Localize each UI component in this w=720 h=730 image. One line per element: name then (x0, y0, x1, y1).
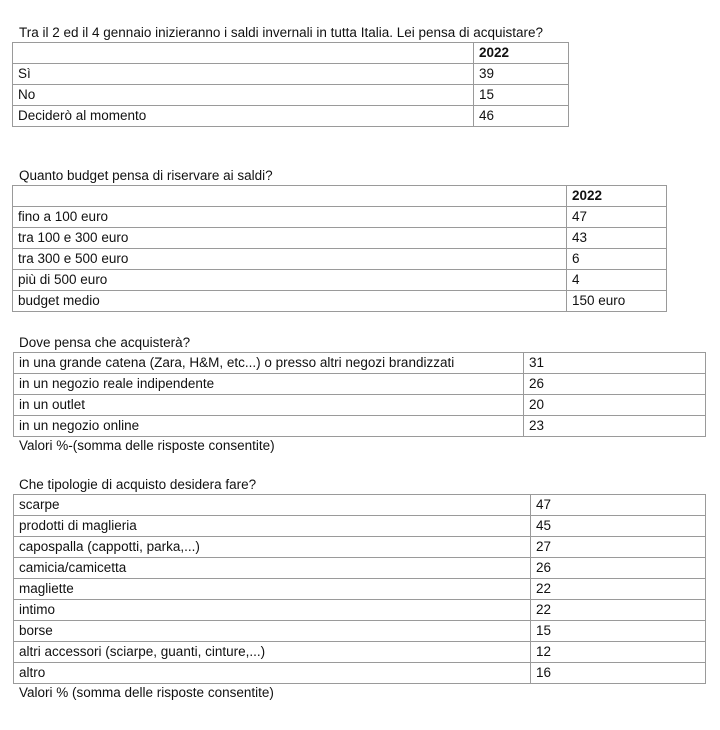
row-value: 12 (531, 642, 706, 663)
question-purchase-intent: Tra il 2 ed il 4 gennaio inizieranno i saldi invernali in tutta Italia. Lei pensa di acquistare? (19, 25, 544, 40)
row-label: capospalla (cappotti, parka,...) (14, 537, 531, 558)
note-types: Valori % (somma delle risposte consentite) (19, 685, 274, 700)
row-value: 20 (524, 395, 706, 416)
table-row (13, 106, 569, 127)
question-types: Che tipologie di acquisto desidera fare? (19, 477, 257, 492)
header-label-cell (13, 43, 474, 64)
table-row (14, 642, 706, 663)
row-label: budget medio (13, 291, 567, 312)
table-row (14, 395, 706, 416)
row-label: in un negozio online (14, 416, 524, 437)
table-row (14, 374, 706, 395)
table-row (13, 64, 569, 85)
table-budget (12, 185, 667, 312)
row-label: fino a 100 euro (13, 207, 567, 228)
row-value: 26 (524, 374, 706, 395)
note-where: Valori %-(somma delle risposte consentite) (19, 438, 275, 453)
table-header-row (13, 43, 569, 64)
table-row (14, 663, 706, 684)
table-row (14, 353, 706, 374)
row-label: altro (14, 663, 531, 684)
row-value: 47 (531, 495, 706, 516)
table-header-row (13, 186, 667, 207)
table-row (14, 558, 706, 579)
row-value: 47 (567, 207, 667, 228)
row-value: 4 (567, 270, 667, 291)
row-value: 45 (531, 516, 706, 537)
row-value: 16 (531, 663, 706, 684)
header-label-cell (13, 186, 567, 207)
row-label: in un negozio reale indipendente (14, 374, 524, 395)
table-row (14, 416, 706, 437)
header-year-cell: 2022 (474, 43, 569, 64)
row-value: 23 (524, 416, 706, 437)
row-label: prodotti di maglieria (14, 516, 531, 537)
row-label: altri accessori (sciarpe, guanti, cinture,...) (14, 642, 531, 663)
table-row (14, 621, 706, 642)
table-row (14, 579, 706, 600)
question-budget: Quanto budget pensa di riservare ai saldi? (19, 168, 273, 183)
table-types (13, 494, 706, 684)
row-label: camicia/camicetta (14, 558, 531, 579)
row-value: 6 (567, 249, 667, 270)
row-value: 22 (531, 600, 706, 621)
row-value: 39 (474, 64, 569, 85)
table-where (13, 352, 706, 437)
row-label: magliette (14, 579, 531, 600)
table-row (13, 207, 667, 228)
row-label: più di 500 euro (13, 270, 567, 291)
row-label: in una grande catena (Zara, H&M, etc...) o presso altri negozi brandizzati (14, 353, 524, 374)
row-value: 150 euro (567, 291, 667, 312)
row-value: 22 (531, 579, 706, 600)
row-label: borse (14, 621, 531, 642)
row-value: 43 (567, 228, 667, 249)
row-label: in un outlet (14, 395, 524, 416)
table-row (13, 249, 667, 270)
row-label: intimo (14, 600, 531, 621)
row-label: No (13, 85, 474, 106)
table-row (14, 516, 706, 537)
table-row (14, 600, 706, 621)
table-row (14, 495, 706, 516)
table-purchase-intent (12, 42, 569, 127)
row-value: 26 (531, 558, 706, 579)
question-where: Dove pensa che acquisterà? (19, 335, 191, 350)
table-row (13, 85, 569, 106)
table-row (13, 291, 667, 312)
row-label: tra 300 e 500 euro (13, 249, 567, 270)
row-value: 27 (531, 537, 706, 558)
table-row (13, 228, 667, 249)
row-label: Sì (13, 64, 474, 85)
row-label: tra 100 e 300 euro (13, 228, 567, 249)
row-value: 46 (474, 106, 569, 127)
row-value: 15 (474, 85, 569, 106)
table-row (14, 537, 706, 558)
header-year-cell: 2022 (567, 186, 667, 207)
row-label: scarpe (14, 495, 531, 516)
row-value: 15 (531, 621, 706, 642)
row-label: Deciderò al momento (13, 106, 474, 127)
table-row (13, 270, 667, 291)
row-value: 31 (524, 353, 706, 374)
